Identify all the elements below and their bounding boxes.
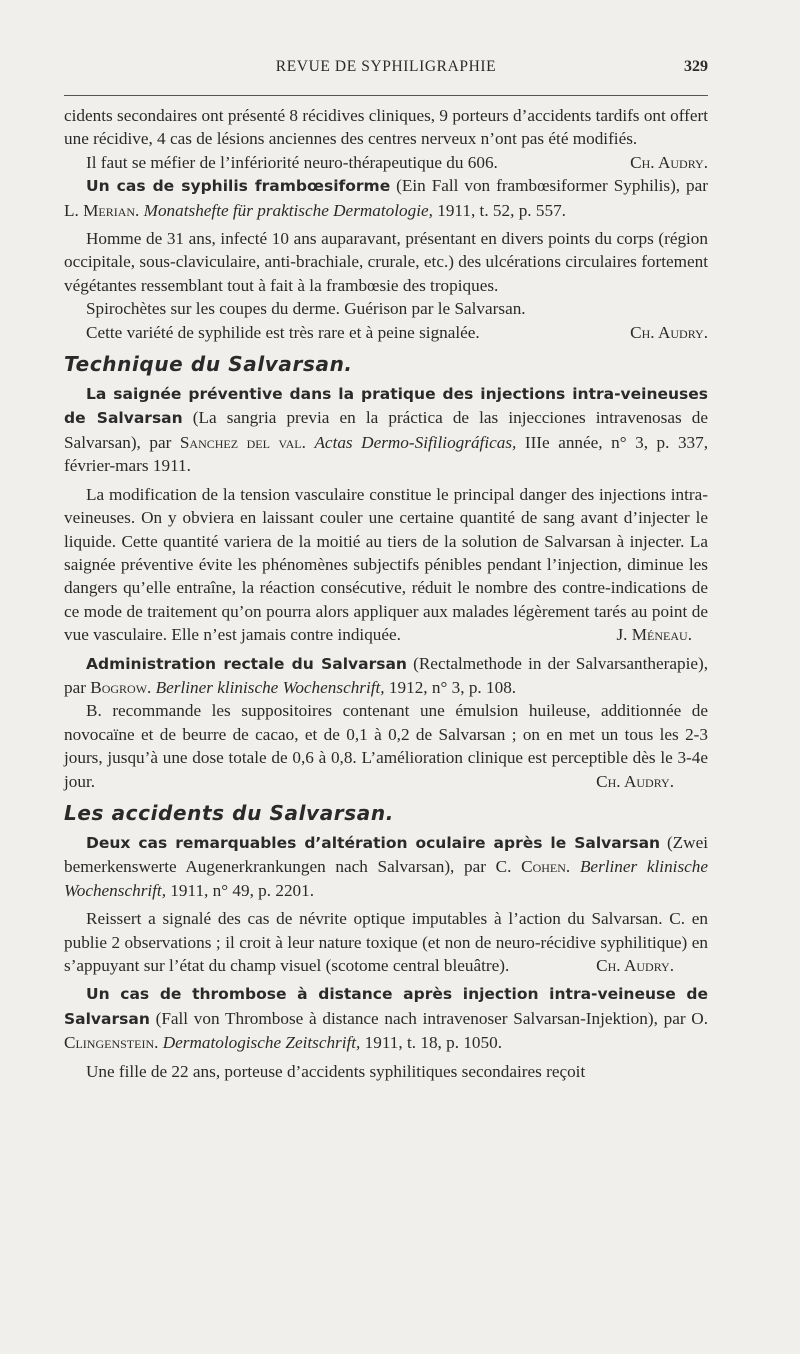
article-paragraph: Homme de 31 ans, infecté 10 ans auparavant, présentant en divers points du corps (région occipitale, sous-claviculaire, anti-brachiale, crurale, etc.) des ulcérations circulaires fortement végétantes ressemblant tout à fait à la frambœsie des tropiques.	[64, 229, 708, 295]
journal-name: Dermatologische Zeitschrift,	[162, 1033, 361, 1053]
journal-name: Berliner klinische Wochenschrift,	[64, 857, 708, 900]
section-title: Les accidents du Salvarsan.	[64, 800, 394, 825]
article-heading	[64, 831, 708, 902]
signature: J. Méneau.	[616, 625, 692, 645]
page-header	[64, 58, 708, 82]
signature: Ch. Audry.	[630, 322, 708, 342]
journal-name: Actas Dermo-Sifiliográficas,	[314, 432, 517, 452]
signature: Ch. Audry.	[596, 956, 674, 975]
article-ref-tail: 1911, t. 18, p. 1050.	[360, 1033, 502, 1053]
article-title: Administration rectale du Salvarsan	[86, 654, 407, 673]
signature: Ch. Audry.	[596, 771, 674, 791]
article-title: Un cas de syphilis frambœsiforme	[86, 177, 391, 196]
article-title: Deux cas remarquables d’altération oculaire après le Salvarsan	[86, 833, 661, 852]
article-title: La saignée préventive dans la pratique des injections intra-veineuses de Salvarsan	[64, 385, 708, 428]
article-ref: (Fall von Thrombose à distance nach intravenoser Salvarsan-Injektion), par O.	[149, 1008, 708, 1028]
header-rule	[64, 95, 708, 96]
page-body	[64, 104, 708, 1083]
article-heading	[64, 382, 708, 478]
journal-name: Monatshefte für praktische Dermatologie,	[143, 200, 433, 220]
article-paragraph-text: Reissert a signalé des cas de névrite optique imputables à l’action du Salvarsan. C. en publie 2 observations ; il croit à leur nature toxique (et non de neuro-récidive syphilitique) en s’appuyant sur l’état du champ visuel (scotome central bleuâtre).	[64, 909, 708, 975]
article-ref-tail: IIIe année, n° 3, p. 337, février-mars 1911.	[64, 432, 709, 476]
article-heading	[64, 652, 708, 700]
signature: Ch. Audry.	[630, 152, 708, 172]
journal-name: Berliner klinische Wochenschrift,	[155, 677, 385, 697]
article-author: Cohen.	[521, 857, 571, 877]
article-paragraph	[64, 321, 708, 344]
article-paragraph	[64, 907, 708, 977]
article-author: Merian	[83, 200, 136, 220]
article-paragraph: Une fille de 22 ans, porteuse d’accidents syphilitiques secondaires reçoit	[86, 1061, 586, 1081]
article-author: Clingenstein.	[64, 1033, 159, 1053]
article-ref: (Zwei bemerkenswerte Augenerkrankungen nach Salvarsan), par C.	[64, 832, 708, 877]
article-ref: (Rectalmethode in der Salvarsantherapie), par	[64, 653, 708, 697]
article-title: Un cas de thrombose à distance après injection intra-veineuse de Salvarsan	[64, 985, 708, 1028]
article-paragraph-text: B. recommande les suppositoires contenant une émulsion huileuse, additionnée de novocaïne et de beurre de cacao, et de 0,1 à 0,2 de Salvarsan ; on en met un tous les 2-3 jours, jusqu’à une dose totale de 0,6 à 0,8. L’amélioration clinique est perceptible dès le 3-4e jour.	[64, 701, 708, 791]
article-paragraph-text: La modification de la tension vasculaire constitue le principal danger des injections intra-veineuses. On y obviera en laissant couler une certaine quantité de sang avant d’injecter le liquide. Cette quantité variera de la moitié au tiers de la solution de Salvarsan à injecter. La saignée préventive évite les phénomènes subjectifs pénibles pendant l’injection, diminue les dangers qu’elle entraîne, la réaction consécutive, réduit le nombre des contre-indications de ce mode de traitement qu’on pourra alors appliquer aux malades légèrement tarés au point de vue vasculaire. Elle n’est jamais contre indiquée.	[64, 484, 708, 645]
article-ref: (La sangria previa en la práctica de las injecciones intravenosas de Salvarsan), par	[64, 408, 708, 452]
article-ref-tail: 1911, n° 49, p. 2201.	[166, 880, 315, 900]
intro-conclusion	[64, 151, 708, 174]
article-heading	[64, 982, 708, 1054]
section-title: Technique du Salvarsan.	[64, 352, 353, 377]
article-ref-tail: 1912, n° 3, p. 108.	[384, 677, 517, 697]
article-ref-tail: 1911, t. 52, p. 557.	[432, 200, 566, 220]
article-paragraph-text: Cette variété de syphilide est très rare et à peine signalée.	[86, 322, 480, 342]
article-paragraph	[64, 483, 708, 647]
article-ref: (Ein Fall von frambœsiformer Syphilis), par L.	[64, 176, 708, 220]
article-paragraph: Spirochètes sur les coupes du derme. Guérison par le Salvarsan.	[86, 299, 526, 319]
intro-paragraph: cidents secondaires ont présenté 8 récidives cliniques, 9 porteurs d’accidents tardifs ont offert une récidive, 4 cas de lésions anciennes des centres nerveux n’ont pas été modifiés.	[64, 106, 708, 149]
article-heading: Un cas de syphilis frambœsiforme (Ein Fall von frambœsiformer Syphilis), par L. Merian. Monatshefte für praktische Dermatologie, 1911, t. 52, p. 557.	[64, 176, 708, 220]
article-paragraph	[64, 699, 708, 793]
page-number: 329	[684, 58, 708, 75]
article-author: Bogrow.	[90, 677, 152, 697]
article-author: Sanchez del val.	[179, 432, 306, 452]
intro-conclusion-text: Il faut se méfier de l’infériorité neuro-thérapeutique du 606.	[86, 152, 498, 172]
running-title: REVUE DE SYPHILIGRAPHIE	[275, 58, 497, 75]
